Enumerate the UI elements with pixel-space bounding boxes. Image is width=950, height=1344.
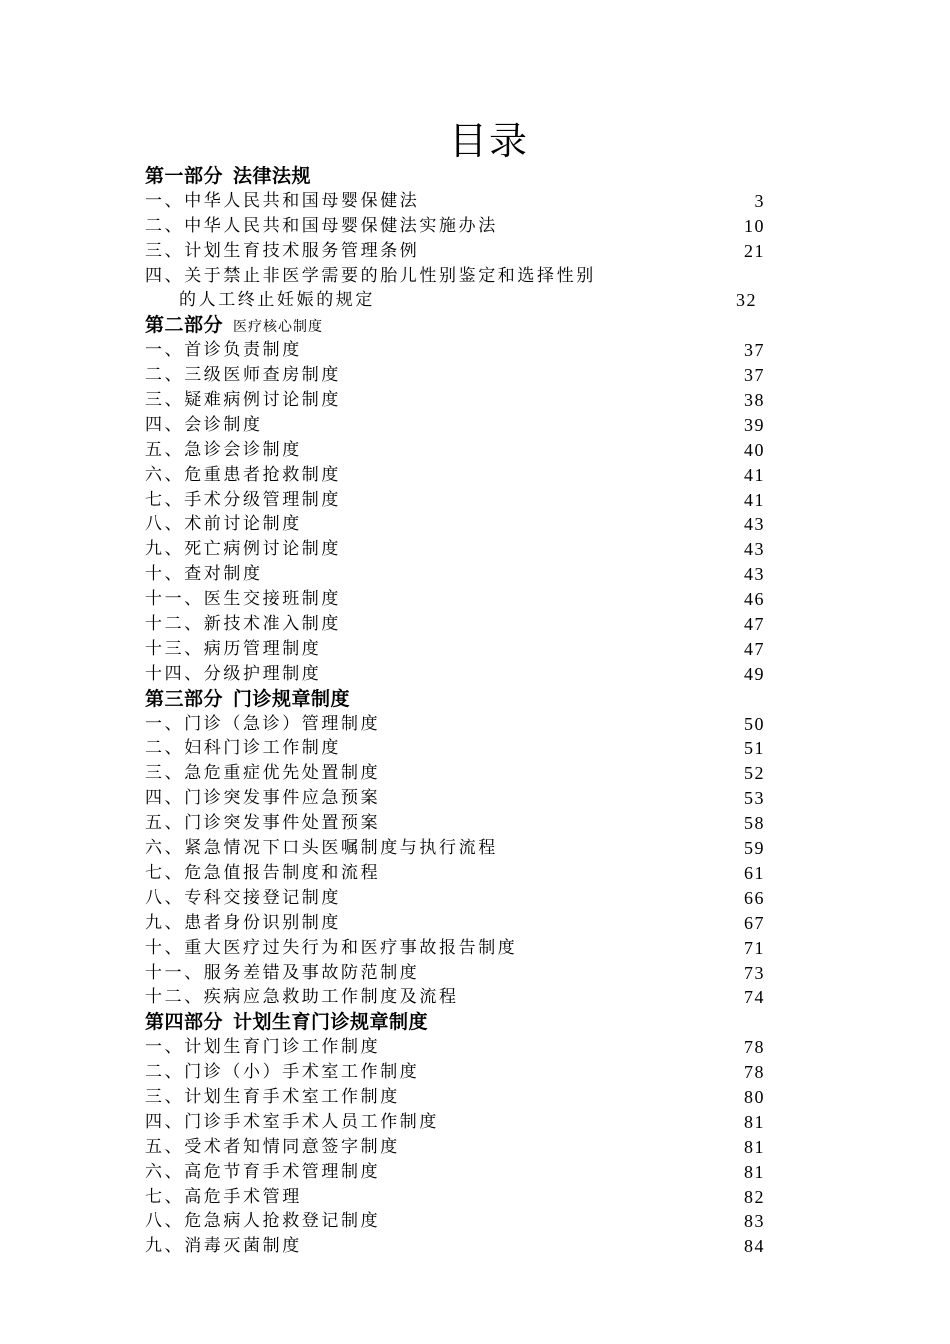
toc-entry-page: 10	[744, 215, 765, 236]
toc-entry	[145, 189, 785, 214]
toc-entry-label: 二、妇科门诊工作制度	[145, 738, 341, 759]
toc-entry-page: 41	[744, 464, 765, 485]
toc-entry-page: 74	[744, 987, 765, 1008]
toc-entry-label: 二、门诊（小）手术室工作制度	[145, 1062, 420, 1083]
toc-entry	[145, 736, 785, 761]
toc-entry-label: 十三、病历管理制度	[145, 638, 322, 659]
toc-entry	[145, 512, 785, 537]
toc-entry-label: 二、三级医师查房制度	[145, 365, 341, 386]
toc-entry	[145, 811, 785, 836]
toc-entry-label: 二、中华人民共和国母婴保健法实施办法	[145, 215, 498, 236]
toc-entry-label: 七、高危手术管理	[145, 1186, 302, 1207]
toc-entry-label: 三、计划生育技术服务管理条例	[145, 240, 420, 261]
toc-entry-page: 82	[744, 1186, 765, 1207]
toc-entry	[145, 1085, 785, 1110]
toc-entry-page: 83	[744, 1211, 765, 1232]
toc-entry-label: 一、计划生育门诊工作制度	[145, 1037, 381, 1058]
toc-entry	[145, 1234, 785, 1259]
toc-entry	[145, 1035, 785, 1060]
toc-entry-page: 37	[744, 340, 765, 361]
toc-entry-page: 21	[744, 240, 765, 261]
toc-entry-page: 50	[744, 713, 765, 734]
toc-entry-label: 十一、服务差错及事故防范制度	[145, 962, 420, 983]
toc-entry	[145, 413, 785, 438]
toc-entry	[145, 363, 785, 388]
section-title: 医疗核心制度	[233, 319, 324, 336]
toc-entry	[145, 537, 785, 562]
toc-entry-label: 九、患者身份识别制度	[145, 912, 341, 933]
toc-entry-page: 39	[744, 414, 765, 435]
toc-entry-label: 四、门诊手术室手术人员工作制度	[145, 1111, 439, 1132]
toc-entry-label: 八、危急病人抢救登记制度	[145, 1211, 381, 1232]
toc-entry	[145, 712, 785, 737]
toc-entry	[145, 985, 785, 1010]
toc-entry	[145, 1135, 785, 1160]
toc-entry-label: 十、查对制度	[145, 564, 263, 585]
section-number: 第三部分	[145, 687, 224, 710]
toc-entry-label: 八、术前讨论制度	[145, 514, 302, 535]
toc-entry-label: 十一、医生交接班制度	[145, 589, 341, 610]
toc-entry	[145, 637, 785, 662]
toc-entry	[145, 1185, 785, 1210]
toc-entry	[145, 911, 785, 936]
toc-entry-page: 3	[754, 190, 765, 211]
table-of-contents	[145, 164, 785, 1259]
toc-entry-page: 84	[744, 1236, 765, 1257]
toc-entry	[145, 463, 785, 488]
toc-entry-continuation	[145, 288, 785, 313]
section-heading-part2	[145, 313, 785, 338]
toc-entry	[145, 488, 785, 513]
toc-entry-label: 六、危重患者抢救制度	[145, 464, 341, 485]
toc-entry-label: 四、会诊制度	[145, 414, 263, 435]
section-heading-part3	[145, 687, 785, 712]
toc-entry-page: 47	[744, 614, 765, 635]
toc-entry	[145, 1110, 785, 1135]
toc-entry-label: 七、危急值报告制度和流程	[145, 862, 381, 883]
toc-entry-page: 67	[744, 912, 765, 933]
toc-entry-page: 52	[744, 763, 765, 784]
toc-entry-label: 五、受术者知情同意签字制度	[145, 1136, 400, 1157]
toc-entry-label: 三、计划生育手术室工作制度	[145, 1086, 400, 1107]
toc-entry-label: 一、中华人民共和国母婴保健法	[145, 190, 420, 211]
toc-entry-page: 78	[744, 1062, 765, 1083]
toc-entry-page: 37	[744, 365, 765, 386]
toc-entry-page: 47	[744, 638, 765, 659]
toc-entry	[145, 338, 785, 363]
toc-entry	[145, 836, 785, 861]
toc-entry-page: 58	[744, 813, 765, 834]
toc-entry	[145, 1209, 785, 1234]
toc-entry-label: 一、首诊负责制度	[145, 340, 302, 361]
toc-entry	[145, 886, 785, 911]
toc-entry-label: 九、死亡病例讨论制度	[145, 539, 341, 560]
toc-entry-label: 七、手术分级管理制度	[145, 489, 341, 510]
toc-entry	[145, 214, 785, 239]
toc-entry-label: 六、高危节育手术管理制度	[145, 1161, 381, 1182]
toc-entry-page: 51	[744, 738, 765, 759]
toc-entry	[145, 264, 785, 289]
toc-entry-page: 53	[744, 788, 765, 809]
toc-entry-page: 81	[744, 1136, 765, 1157]
section-number: 第一部分	[145, 165, 224, 187]
toc-entry-label: 五、急诊会诊制度	[145, 439, 302, 460]
toc-entry-page: 80	[744, 1086, 765, 1107]
toc-entry-label: 三、急危重症优先处置制度	[145, 763, 381, 784]
toc-entry-page: 73	[744, 962, 765, 983]
toc-entry	[145, 861, 785, 886]
toc-entry-page: 38	[744, 390, 765, 411]
toc-entry	[145, 936, 785, 961]
toc-entry-label: 九、消毒灭菌制度	[145, 1236, 302, 1257]
toc-entry-label: 三、疑难病例讨论制度	[145, 390, 341, 411]
toc-entry-page: 81	[744, 1111, 765, 1132]
toc-entry	[145, 662, 785, 687]
toc-entry-label: 十、重大医疗过失行为和医疗事故报告制度	[145, 937, 518, 958]
toc-entry-page: 46	[744, 589, 765, 610]
page-title: 目录	[448, 119, 529, 163]
section-title: 门诊规章制度	[233, 687, 351, 710]
section-title: 法律法规	[233, 165, 312, 187]
toc-entry	[145, 1060, 785, 1085]
toc-entry-label: 四、关于禁止非医学需要的胎儿性别鉴定和选择性别	[145, 265, 596, 286]
toc-entry-label: 六、紧急情况下口头医嘱制度与执行流程	[145, 838, 498, 859]
toc-entry	[145, 1160, 785, 1185]
toc-entry-page: 71	[744, 937, 765, 958]
toc-entry	[145, 786, 785, 811]
section-title: 计划生育门诊规章制度	[233, 1011, 429, 1034]
toc-entry	[145, 961, 785, 986]
toc-entry	[145, 612, 785, 637]
toc-entry	[145, 761, 785, 786]
toc-entry-page: 32	[736, 290, 757, 311]
toc-entry-label: 五、门诊突发事件处置预案	[145, 813, 381, 834]
toc-entry-page: 41	[744, 489, 765, 510]
toc-entry-label: 八、专科交接登记制度	[145, 887, 341, 908]
section-heading-part4	[145, 1010, 785, 1035]
toc-entry-page: 81	[744, 1161, 765, 1182]
toc-entry-page: 78	[744, 1037, 765, 1058]
toc-entry-label-continued: 的人工终止妊娠的规定	[179, 290, 375, 311]
toc-entry	[145, 562, 785, 587]
toc-entry-label: 十二、新技术准入制度	[145, 614, 341, 635]
toc-entry-page: 43	[744, 564, 765, 585]
toc-entry-page: 40	[744, 439, 765, 460]
toc-entry-page: 66	[744, 887, 765, 908]
toc-entry-label: 十四、分级护理制度	[145, 663, 322, 684]
section-number: 第四部分	[145, 1011, 224, 1034]
toc-entry	[145, 388, 785, 413]
toc-entry-label: 十二、疾病应急救助工作制度及流程	[145, 987, 459, 1008]
section-heading-part1	[145, 164, 785, 189]
toc-entry-page: 49	[744, 663, 765, 684]
toc-entry-page: 43	[744, 539, 765, 560]
toc-entry	[145, 438, 785, 463]
toc-entry-label: 四、门诊突发事件应急预案	[145, 788, 381, 809]
toc-entry	[145, 239, 785, 264]
toc-entry	[145, 587, 785, 612]
toc-entry-label: 一、门诊（急诊）管理制度	[145, 713, 381, 734]
toc-entry-page: 61	[744, 862, 765, 883]
toc-entry-page: 43	[744, 514, 765, 535]
toc-entry-page: 59	[744, 838, 765, 859]
section-number: 第二部分	[145, 314, 224, 337]
